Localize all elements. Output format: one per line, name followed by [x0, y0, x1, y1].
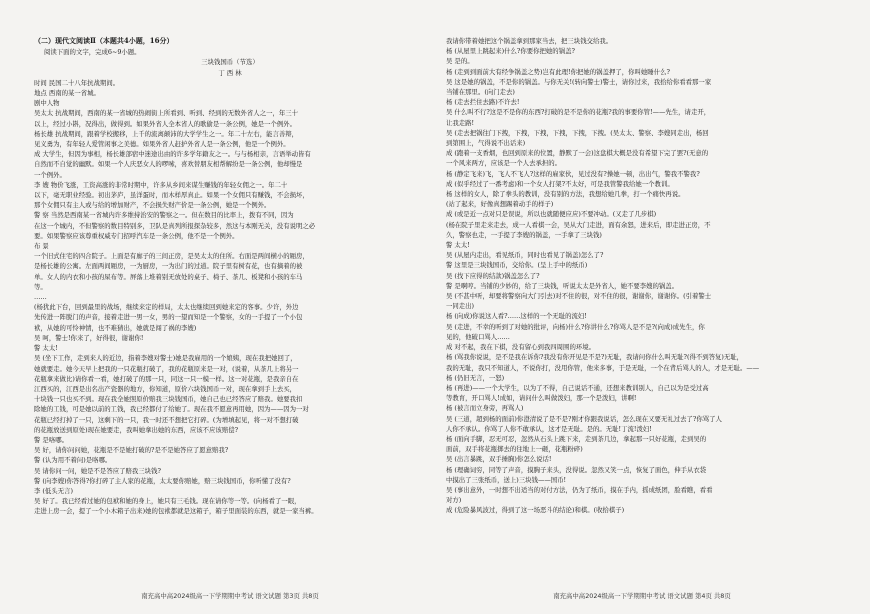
text-line: 单。女人的内衣和小孩的屎布等。屏落上堆着别无放处的桌子、椅子、茶几、板凳和小孩的车马 — [34, 272, 303, 281]
text-line: 当铺在那里。(向门走去) — [446, 88, 515, 97]
text-line: 对方) — [446, 496, 462, 505]
text-line: 吴 好，请你问问她，花瓶是不是她打破的?是不是她答应了愿意赔我? — [34, 446, 229, 455]
text-line: 剧中人物 — [34, 99, 60, 108]
section-heading: （二）现代文阅读Ⅱ（本题共4小题，16分） — [34, 36, 174, 45]
text-line: (杨在院子里走来走去，成一人看棋一会，吴从大门走进，面有余怒，进来后，即走进正房，不 — [446, 220, 711, 229]
text-line: 布 景 — [34, 242, 49, 251]
text-line: 警 (认为用不着问)是咯哪。 — [34, 456, 112, 465]
text-line: 吴太太 抗战期间，西南的某一省城的热闹街上所看到、听到、经到的无数外省人之一，年三十 — [34, 109, 299, 118]
text-line: 吴 (事出意外，一时想不出适当的对付方法，仍为了纸币，摸在手内，摇成纸团，脸看瞧，看看 — [446, 485, 713, 494]
text-line: 见义勇为，有年轻人爱管闲事之美德。如果外省人赶护外省人是一条公例，他是一个例外。 — [34, 140, 290, 149]
text-line: 见的，他破口骂人…… — [446, 332, 510, 341]
text-line: 吴 (坐下工作，走到来人的近边，指着李嫂对警士)她是我雇用的一个娘姨，现在我把她回了， — [34, 354, 297, 363]
text-line: 李 嫂 物价飞涨，工资高涨的非常时期中，许多从乡间来谋生赚钱的年轻女佣之一。年二十 — [34, 180, 288, 189]
text-line: 花瓶已经打掉了一只，这剩下的一只，我一时还不想把它打碎。(为增填起见，将一对不想打破 — [34, 415, 299, 424]
text-line: 警 (向李嫂)你答得?你打碎了主人家的花瓶，太太要你赔她，赔三块钱国币，你听懂了没有? — [34, 476, 291, 485]
play-title: 三块钱国币（节选） — [201, 58, 259, 67]
text-line: 警 是啊哼。当铺的少妙的，给了三块钱，听说太太是外省人，她不要李嫂的锅盖。 — [446, 281, 679, 290]
text-line: 人你不承认。你骂了人你不敢承认，这才是无耻。是的。无耻!丁流!泼妇! — [446, 424, 652, 433]
text-line: 到第围上，气得说不出话来) — [446, 139, 526, 148]
text-line: 江西买的，江西是出名出产瓷器的地方，你知道，原价六块钱国币一对，现在拿到手上去买， — [34, 384, 297, 393]
text-line: 杨 (理确词穷，同等了声音，摸胸子来头，没得说。忽然又笑一点，恢复了面色，伸手从衣袋 — [446, 465, 707, 474]
text-line: 一个旧式住宅的四合院子。上面是有廊子的三间正房，是吴太太的住所。右面是两间横小的厢房， — [34, 252, 309, 261]
text-line: 杨长雄 抗战期间，跟着学校搬移，上千的流离颠沛的大学学生之一。年二十左右，能言善辩， — [34, 129, 299, 138]
text-line: 杨 (仍旧无言，一怒) — [446, 373, 505, 382]
text-line: 李 (低头无言) — [34, 486, 73, 495]
text-line: 地点 西南的某一省城。 — [34, 89, 100, 98]
text-line: 吴 请你问一问，她是不是答应了赔我三块钱? — [34, 466, 161, 475]
text-line: 成 (似乎经过了一番考虑)和一个女人打架?不太好，可是我管警我给她一个教训。 — [446, 179, 674, 188]
text-line: 一个例外。 — [34, 170, 66, 179]
text-line: 成 (危险暴风波过，得到了这一场恶斗的结论)和棋。(收拾棋子) — [446, 506, 625, 515]
text-line: 杨 (走到到面前大有经争锅盖之势)岂有此理!你把她的锅盖押了，你叫她睡什么? — [446, 67, 670, 76]
text-line: 杨 (被言而立身旁，再骂人) — [446, 404, 524, 413]
text-line: 的花瓶放送到原处)现在她要走，我叫她拿出她的东西，应该不应该赔偿? — [34, 425, 239, 434]
text-line: 吴 (出言暴跳，双手捶胸)你怎么说话! — [446, 455, 552, 464]
text-line: …… — [34, 293, 47, 302]
text-line: 等。 — [34, 282, 47, 291]
text-line: 吴 (找下应得的结款)锅盖怎么了? — [446, 271, 540, 280]
text-line: 久，警察也走，一手提了李嫂的锅盖，一手拿了三块钱) — [446, 230, 602, 239]
text-line: 警 是咯哪。 — [34, 435, 68, 444]
text-line: 我请你带着她把这个锅盖拿到那家当去，把三块钱交给我。 — [446, 37, 613, 45]
text-line: 杨 (向成)你说这人看?……这样的一个无耻的流妇! — [446, 312, 587, 321]
text-line: 让我走路! — [446, 118, 475, 127]
text-line: 吴 这是她的锅盖，不是你的锅盖。与你无关!(转向警士)警士，请你过来，我拾给你看看那一家 — [446, 77, 712, 86]
text-line: 吴 (不甚中听，却要将警察向大门引去)对不住的很，对不住的很，谢谢你，谢谢你。(引着警士 — [446, 292, 712, 301]
text-line: 在这一个城内，不但警察的数目特别多，卫队是真列所报探杂较多，然这与本刚无关，没有说明之必 — [34, 221, 316, 230]
text-line: 一同走出) — [446, 302, 475, 311]
text-line: (站了起来，好像真想踢着动手的样子) — [446, 200, 554, 209]
text-line: 以上，经过小斟，况得出，做得到。如果外省人全本省人的歌偷是一条公例，她是一个例外。 — [34, 119, 297, 128]
text-line: 警 察 当然是西南某一省城内许多维持治安的警察之一。但在数目的比率上，拨有不同，因为 — [34, 211, 294, 220]
text-line: 十块钱一只也买不到。现在我全她照原价赔我三块钱国币，她自己也已经答应了赔我。她要我扣 — [34, 395, 303, 404]
text-line: 先传进一阵脱门的声音，接着走进一男一女，男的一望而知是一个警察，女的一手提了一个小包 — [34, 313, 303, 322]
text-line: 杨 (走去拦住去路)不许去! — [446, 98, 520, 107]
text-line: 以下，毫无职业经验。初出茅庐，虽洋蛋时，而木样厚真止。如果一个女佣只有赚钱，不会损坏， — [34, 191, 309, 200]
text-line: 杨 (静定飞来)飞，飞人不飞人?这样的雇家伙，见过没有?操她一顿，出出气，警我不警我? — [446, 169, 700, 178]
text-line: 警 这里是三块钱国币，交给你。(呈上手中的纸币) — [446, 261, 588, 270]
text-line: 吴 是的。 — [446, 57, 474, 66]
text-line: 面前，双手将花瓶掷去的往地上一砸，花瓶粉碎) — [446, 445, 583, 454]
text-line: 警 太太! — [34, 344, 58, 353]
text-line: 袱，从她的可怜神情，也不难猜出，她就是闯了祸的李嫂) — [34, 323, 197, 332]
text-line: 花瓶拿来做比)请你看一看，她打破了的那一只，同这一只一模一样。这一对花瓶，是我亲自在 — [34, 374, 299, 383]
text-line: 吴 呵，警士!你来了，好得很，谢谢你! — [34, 333, 144, 342]
text-line: 成 大学生，但因为事相，杨长雄部宿中迷途出由的许多学年籍友之一。与与杨相亲，言语举动皆有 — [34, 150, 311, 159]
text-line: 杨 (从屋里上跳起来)什么?你要你把她的锅盖? — [446, 47, 575, 56]
text-line: 杨 (面向手脚，忍无可忍，忽然从石头上跳下来，走到茶几边，拿起那一只好花瓶，走到吴的 — [446, 434, 707, 443]
text-line: 时间 民国二十八年抗战期间。 — [34, 78, 120, 87]
text-line: 中摸出了三张纸币，送上)三块钱——国币! — [446, 475, 567, 484]
text-line: 杨 (骂我你说说，是不是我在诉你?我没有你开见是不是?)无耻，我请问你什么叫无耻?(得不到答复)无耻， — [446, 353, 744, 362]
text-line: 杨 (再进)——一个大学生，以为了不得，自己说话不通，还想来教训别人，自己以为是受过高 — [446, 383, 709, 392]
text-line: 杨 这样的女人，除了拳头的教训，没有别的方法，我想给她几拳，打一个痛快再说。 — [446, 190, 685, 199]
text-line: 吴 (走去把锅往门下拽，下拽，下拽，下拽，下拽，下拽。(吴太太、警察、李嫂同走出，杨回 — [446, 128, 709, 137]
text-line: (杨犹此下台，回到最里的战场，继续来定的样局，太太也继续回到她来定的客事。少许，外边 — [34, 303, 299, 312]
text-line: 那个女佣只有主人或与给的增加财产，不会损失财产价是一条公例，她是一个例外。 — [34, 201, 271, 210]
text-line: 要。如果警察应该尊重权威专门招呼汽车是一条公例，他不是一个例外。 — [34, 231, 239, 240]
instruction: 阅读下面的文字，完成6~9小题。 — [44, 48, 141, 57]
text-line: 我的无耻，我只不知道人，不说你打，没用你管，他来多事，于是无耻，一个在背后骂人的人，才是无耻。—— — [446, 363, 760, 372]
page-4 — [446, 36, 838, 516]
text-line: 除她的工钱，可是她以前的工钱，我已经都付了给她了。现在我不愿意再用她，因为——因为一对 — [34, 405, 309, 414]
text-line: 是杨长雄的公寓。左面两间厢房，一为厨房，一为出门的过道。院子里有树有花，也有摘着的被 — [34, 262, 303, 271]
text-line: 吴 什么叫不行?这是不是你的东西?打破的是不是你的花瓶?我的事要你管!——先生，请走开， — [446, 108, 711, 117]
text-line: 成 对不起，我在下棋，没有留心到我四周围的环境。 — [446, 343, 596, 352]
text-line: 吴 (从屋内走出，看见纸币，同时也看见了锅盖)怎么了? — [446, 251, 604, 260]
text-line: 吴 (三道，超到杨的面前)你澄清说了是不是?刚才你跟我说话，怎么现在又要无礼过去了?你骂了人 — [446, 414, 722, 423]
text-line: 警 太太! — [446, 241, 470, 250]
text-line: 吴 (走进，不幸的听到了对她的批评，向杨)什么?你讲什么?你骂人是不是?(向成)成先生，你 — [446, 322, 705, 331]
right-text-body — [446, 36, 838, 516]
text-line: 她就要走。她今天早上把我的一只花瓶打破了，我的花瓶原来是一对，(说着，从茶几上将另一 — [34, 364, 299, 373]
text-line: 成 (跑着一支香烟，也回到原来的位置，静默了一会)这盘棋大概是没有希望下完了罢?(无意的 — [446, 149, 709, 158]
text-line: 成 (或是近一点对只是误说，所以也就随便应应)不要冲动。(又走了几步棋) — [446, 210, 657, 219]
text-line: 等教育，开口骂人!成如，请问什么叫做泼妇，那一个是泼妇，讲啊! — [446, 394, 637, 403]
text-line: 一个风来两方，应该是一个人去承担的。 — [446, 159, 562, 168]
left-text-body — [34, 78, 426, 517]
text-line: 吴 好了。我已经看过她的包袱和她的身上，她只有三毛钱。现在请你等一等。(向杨看了一眼， — [34, 497, 301, 506]
footer-page-3: 南充高中高2024级高一下学期期中考试 语文试题 第3页 共8页 — [141, 592, 319, 600]
play-author: 丁 西 林 — [218, 68, 242, 77]
text-line: 自然而不自觉的幽默。如果一个人庆恶女人的啰嗦，喜欢替朋友相帮解纷是一条公例，他却慢是 — [34, 160, 303, 169]
text-line: 走进上房一会，提了一个小木箱子出来)她的包袱都就是这箱子，箱子里面装的东西，就是一家当裤。 — [34, 507, 318, 516]
page-3 — [34, 36, 426, 517]
footer-page-4: 南充高中高2024级高一下学期期中考试 语文试题 第4页 共8页 — [553, 592, 731, 600]
